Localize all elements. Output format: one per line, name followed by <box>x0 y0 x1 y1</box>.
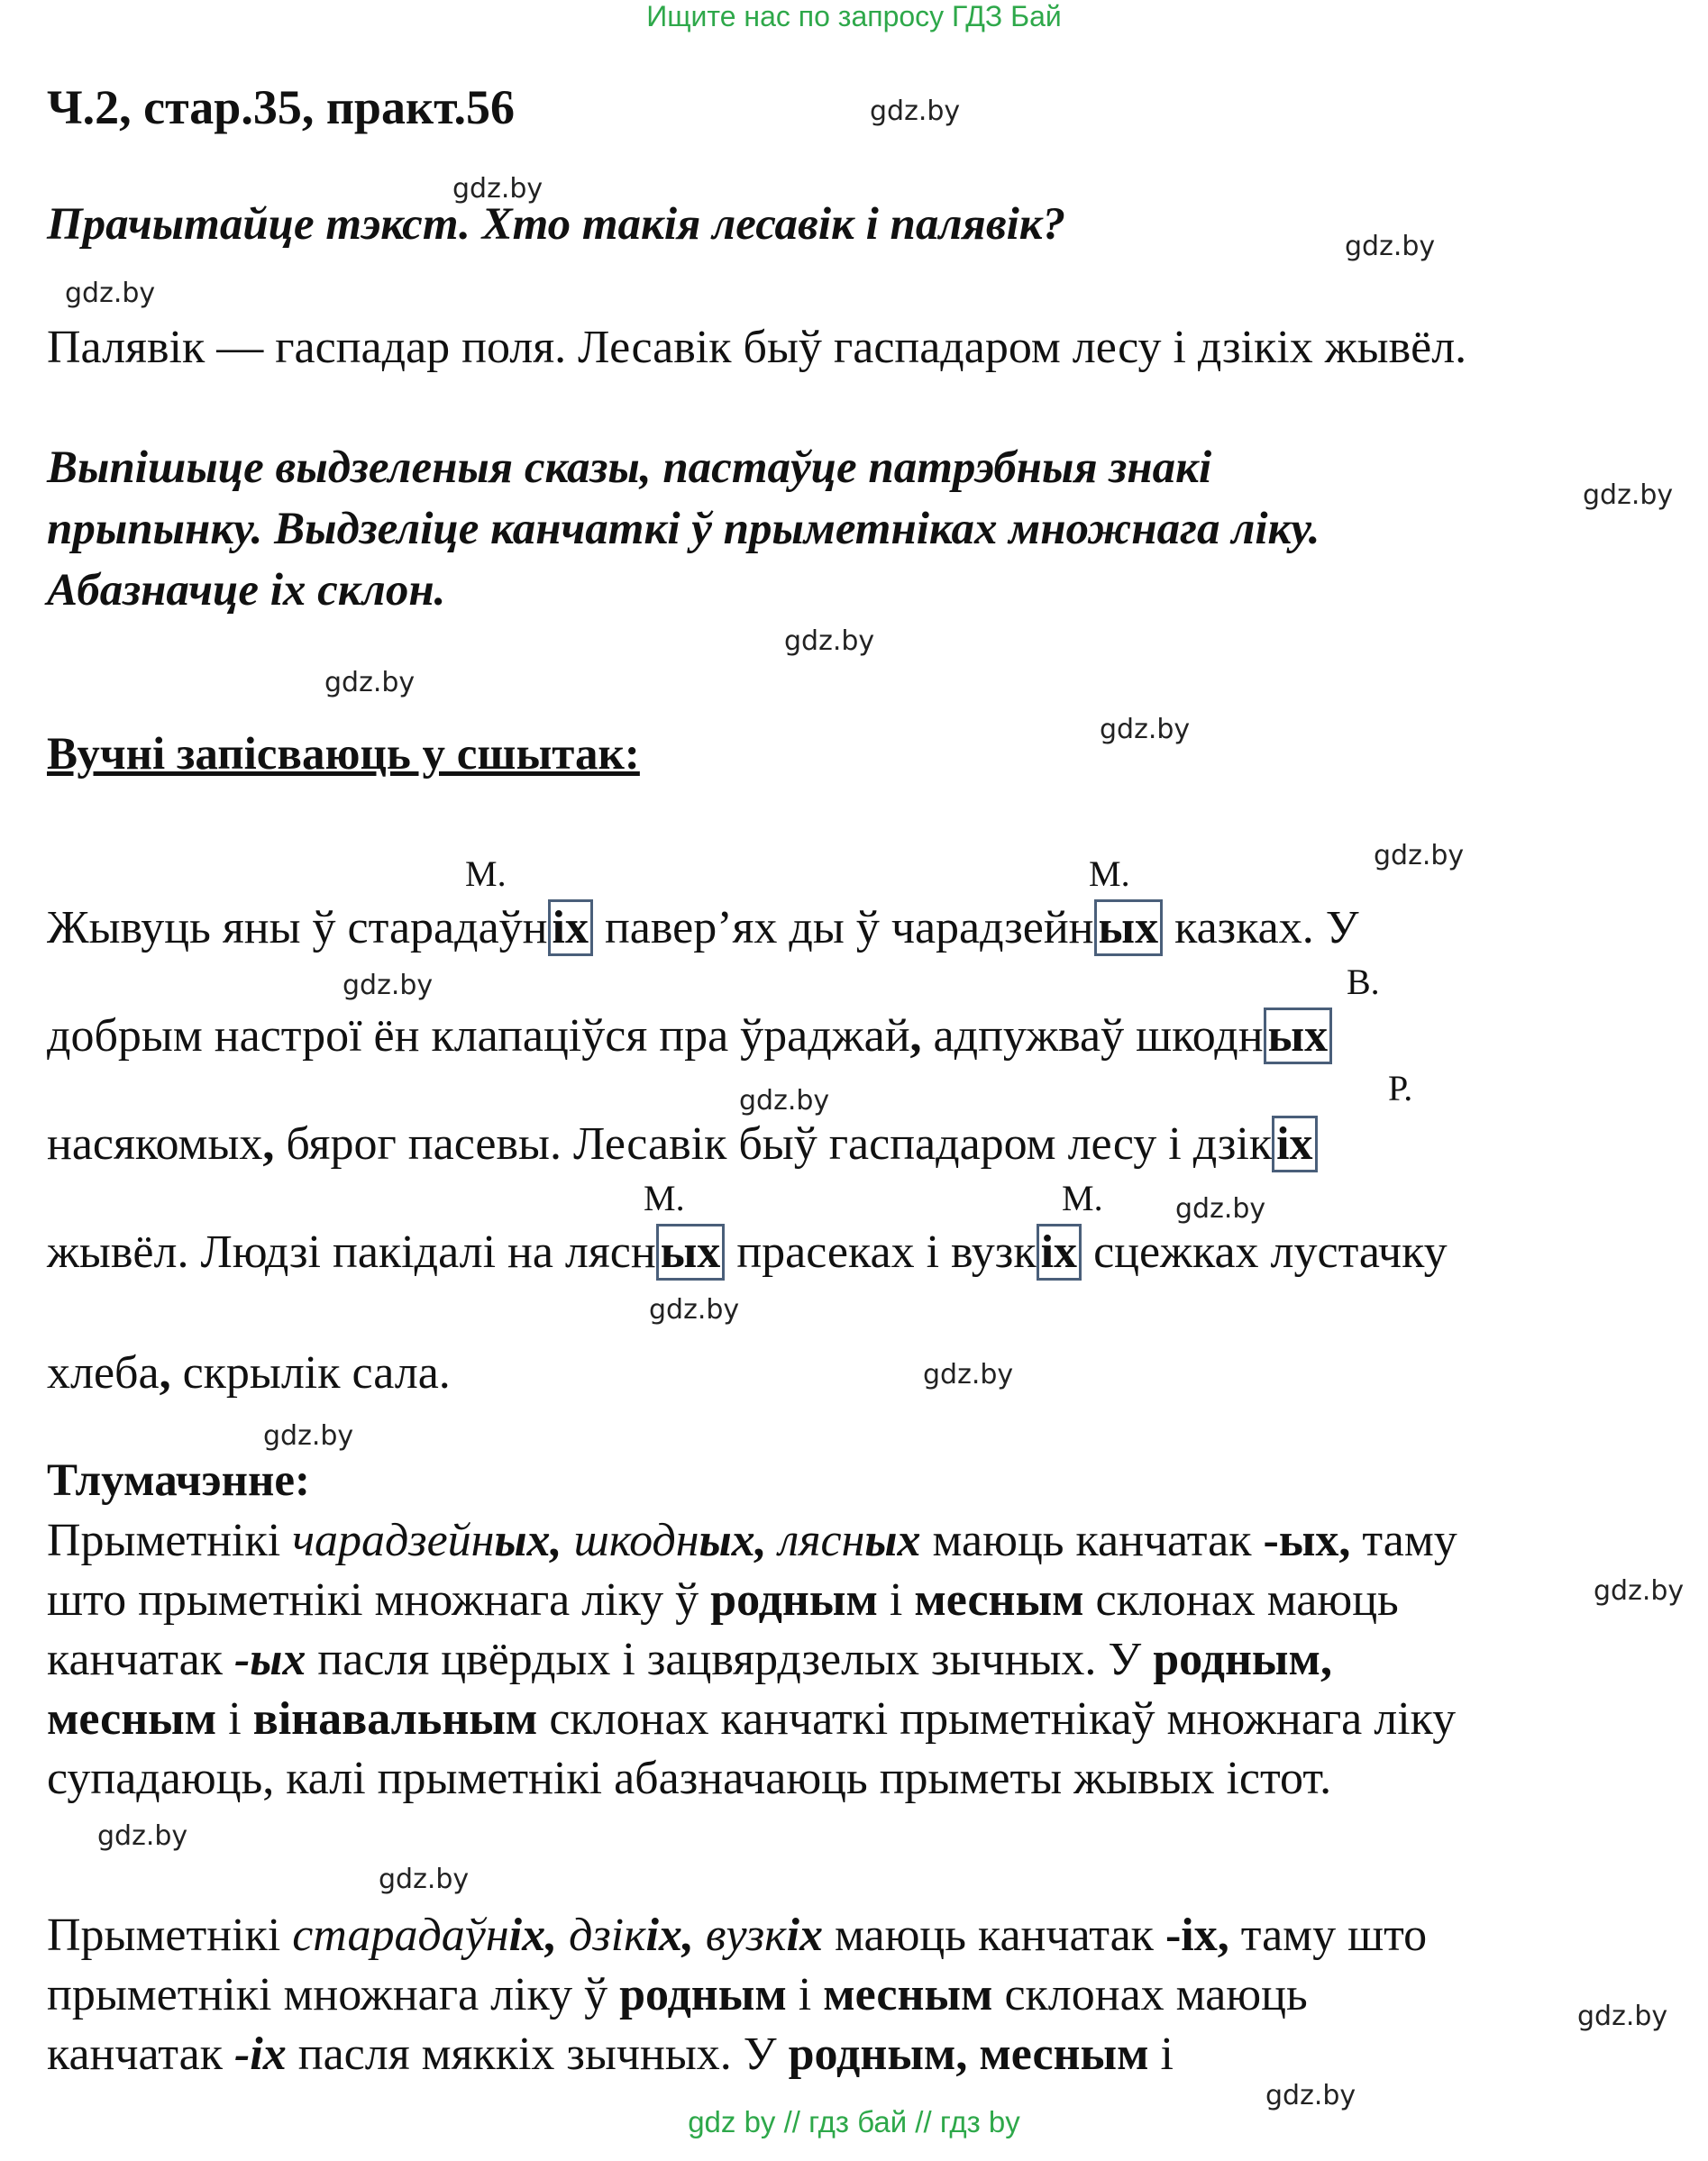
bottom-banner: gdz by // гдз бай // гдз by <box>688 2105 1020 2138</box>
case-mark-locative: М. <box>465 853 507 894</box>
explanation-line: канчатак -ых пасля цвёрдых і зацвярдзелых зычных. У родным, <box>47 1634 1332 1685</box>
watermark: gdz.by <box>1175 1193 1266 1225</box>
task-instruction-line: Выпішыце выдзеленыя сказы, пастаўце патрэбныя знакі <box>47 442 1212 493</box>
page-title: Ч.2, стар.35, практ.56 <box>47 80 516 134</box>
watermark: gdz.by <box>870 96 961 127</box>
ending-box: іх <box>1272 1116 1317 1172</box>
task-question: Прачытайце тэкст. Хто такія лесавік і палявік? <box>47 199 1066 250</box>
explanation-line: месным і вінавальным склонах канчаткі прыметнікаў множнага ліку <box>47 1693 1457 1745</box>
watermark: gdz.by <box>379 1864 470 1895</box>
task-instruction-line: прыпынку. Выдзеліце канчаткі ў прыметніках множнага ліку. <box>47 504 1320 554</box>
added-comma: , <box>909 1010 922 1062</box>
ending-box: ых <box>1094 899 1164 956</box>
watermark: gdz.by <box>1583 479 1674 511</box>
explanation-line: Прыметнікі старадаўніх, дзікіх, вузкіх маюць канчатак -іх, таму што <box>47 1910 1428 1961</box>
watermark: gdz.by <box>1577 2001 1668 2032</box>
watermark: gdz.by <box>1100 714 1191 745</box>
ending-box: іх <box>1037 1224 1082 1281</box>
watermark: gdz.by <box>324 667 416 698</box>
watermark: gdz.by <box>1594 1575 1685 1607</box>
watermark: gdz.by <box>263 1420 354 1452</box>
added-comma: , <box>262 1118 275 1170</box>
watermark: gdz.by <box>739 1085 830 1117</box>
task-answer: Палявік — гаспадар поля. Лесавік быў гаспадаром лесу і дзікіх жывёл. <box>47 322 1467 373</box>
watermark: gdz.by <box>343 970 434 1001</box>
text-line: добрым настрої ён клапаціўся пра ўраджай, адпужваў шкодных <box>47 1009 1332 1062</box>
case-mark-locative: М. <box>1089 853 1130 894</box>
ending-box: ых <box>1264 1008 1333 1064</box>
watermark: gdz.by <box>1265 2080 1356 2111</box>
watermark: gdz.by <box>923 1359 1014 1391</box>
case-mark-accusative: В. <box>1347 962 1380 1002</box>
explanation-line: прыметнікі множнага ліку ў родным і месным склонах маюць <box>47 1969 1308 2020</box>
text-line: жывёл. Людзі пакідалі на лясных прасеках і вузкіх сцежках лустачку <box>47 1226 1448 1279</box>
watermark: gdz.by <box>784 625 875 657</box>
watermark: gdz.by <box>452 173 543 205</box>
top-banner: Ищите нас по запросу ГДЗ Бай <box>646 0 1062 32</box>
case-mark-locative: М. <box>644 1178 685 1218</box>
ending-box: ых <box>656 1224 726 1281</box>
added-comma: , <box>159 1347 171 1399</box>
watermark: gdz.by <box>97 1820 188 1852</box>
watermark: gdz.by <box>1374 840 1465 871</box>
explanation-line: што прыметнікі множнага ліку ў родным і месным склонах маюць <box>47 1574 1399 1626</box>
ending-box: іх <box>548 899 593 956</box>
explanation-heading: Тлумачэнне: <box>47 1455 310 1506</box>
case-mark-locative: М. <box>1062 1178 1103 1218</box>
notebook-heading: Вучні запісваюць у сшытак: <box>47 729 640 780</box>
explanation-line: Прыметнікі чарадзейных, шкодных, лясных маюць канчатак -ых, таму <box>47 1515 1457 1566</box>
watermark: gdz.by <box>1345 231 1436 262</box>
case-mark-genitive: Р. <box>1388 1068 1413 1108</box>
text-line: насякомых, бярог пасевы. Лесавік быў гаспадаром лесу і дзікіх <box>47 1117 1318 1171</box>
text-line: хлеба, скрылік сала. <box>47 1347 451 1399</box>
task-instruction-line: Абазначце іх склон. <box>47 565 446 615</box>
explanation-line: супадаюць, калі прыметнікі абазначаюць прыметы жывых істот. <box>47 1753 1332 1804</box>
watermark: gdz.by <box>649 1294 740 1326</box>
text-line: Жывуць яны ў старадаўніх павер’ях ды ў чарадзейных казках. У <box>47 901 1359 954</box>
watermark: gdz.by <box>65 278 156 309</box>
explanation-line: канчатак -іх пасля мяккіх зычных. У родным, месным і <box>47 2029 1174 2080</box>
